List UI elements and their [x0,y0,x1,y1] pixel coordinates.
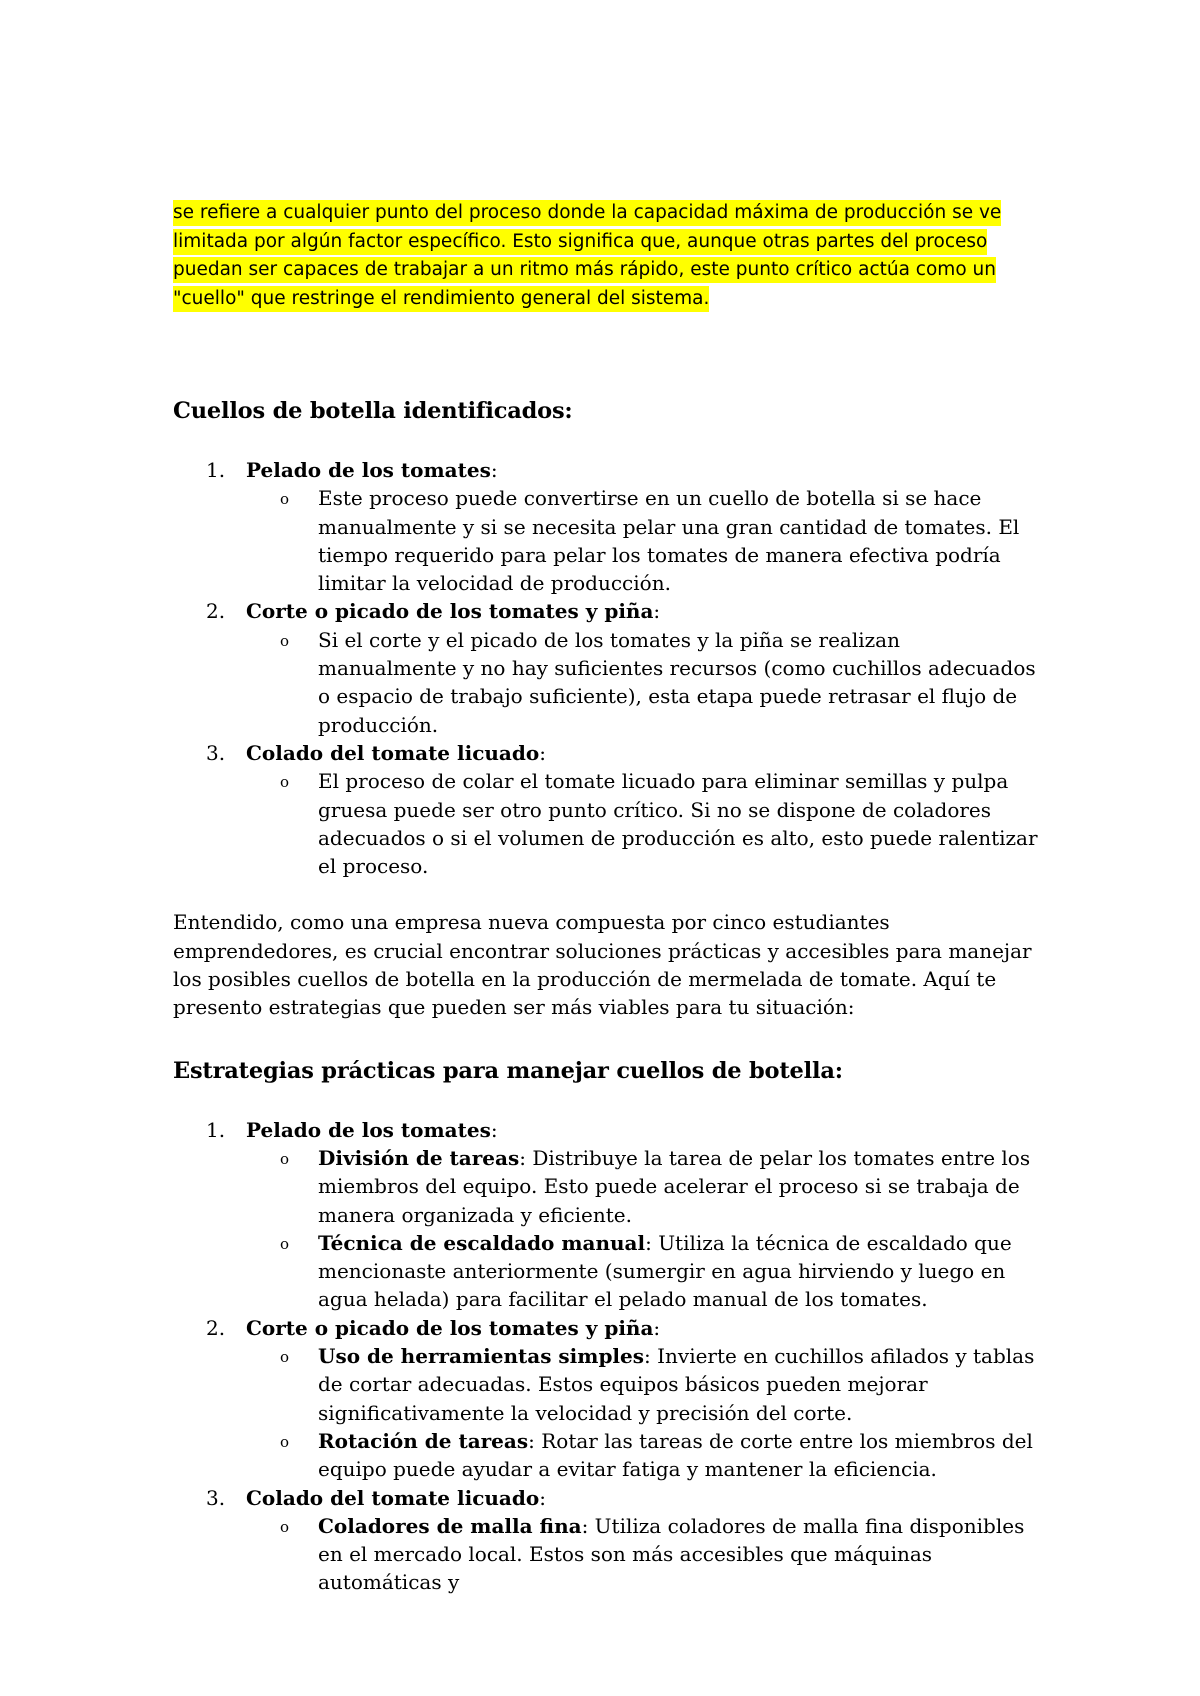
sub-list [246,1342,1043,1483]
list-item [173,1116,1043,1314]
sub-item-text: : Rotar las tareas de corte entre los miembros del equipo puede ayudar a evitar fatiga y mantener la eficiencia. [318,1428,1033,1482]
sub-list-item [280,1427,1043,1484]
sub-list-item [280,1512,1043,1597]
item-colon: : [539,740,546,765]
bullet-icon: o [280,773,290,792]
item-number: 3. [206,1485,226,1510]
bottleneck-list [173,456,1043,880]
item-colon: : [653,599,661,624]
item-title: Colado del tomate licuado [246,1485,540,1510]
bullet-icon: o [280,1149,290,1168]
bullet-icon: o [280,1517,290,1536]
item-title: Corte o picado de los tomates y piña [246,1315,654,1340]
document-body [173,396,1043,1597]
sub-item-text: : Invierte en cuchillos afilados y tablas de cortar adecuadas. Estos equipos básicos pueden mejorar significativamente la velocidad y precisión del corte. [318,1344,1035,1425]
sub-item-text: El proceso de colar el tomate licuado para eliminar semillas y pulpa gruesa puede ser otro punto crítico. Si no se dispone de coladores adecuados o si el volumen de producción es alto, esto puede ralentizar el proceso. [318,769,1038,879]
bullet-icon: o [280,1348,290,1367]
item-title: Pelado de los tomates [246,458,491,482]
sub-item-bold: División de tareas [318,1145,520,1170]
sub-item-bold: Uso de herramientas simples [318,1344,645,1369]
sub-list-item [280,626,1043,739]
sub-list-item [280,1229,1043,1314]
item-title: Pelado de los tomates [246,1117,491,1142]
bullet-icon: o [280,1432,290,1451]
item-number: 1. [206,1117,226,1142]
sub-item-text: : Utiliza coladores de malla fina disponibles en el mercado local. Estos son más accesibles que máquinas automáticas y [318,1513,1025,1595]
highlighted-intro [173,199,1013,313]
sub-item-text: : Distribuye la tarea de pelar los tomates entre los miembros del equipo. Esto puede acelerar el proceso si se trabaja de manera organizada y eficiente. [318,1145,1031,1227]
item-number: 2. [206,1315,226,1340]
item-colon: : [490,1117,498,1142]
sub-list [246,626,1043,739]
sub-item-bold: Rotación de tareas [318,1428,529,1453]
list-item [173,456,1043,597]
sub-list-item [280,767,1043,880]
sub-item-text: Si el corte y el picado de los tomates y la piña se realizan manualmente y no hay suficientes recursos (como cuchillos adecuados o espacio de trabajo suficiente), esta etapa puede retrasar el flujo de producción. [318,627,1036,737]
body-paragraph: Entendido, como una empresa nueva compuesta por cinco estudiantes emprendedores, es crucial encontrar soluciones prácticas y accesibles para manejar los posibles cuellos de botella en la producción de mermelada de tomate. Aquí te presento estrategias que pueden ser más viables para tu situación: [173,910,1032,1020]
item-number: 3. [206,740,226,765]
item-title: Colado del tomate licuado [246,740,540,765]
sub-item-text: : Utiliza la técnica de escaldado que mencionaste anteriormente (sumergir en agua hirviendo y luego en agua helada) para facilitar el pelado manual de los tomates. [318,1230,1012,1312]
sub-item-bold: Coladores de malla fina [318,1513,582,1538]
sub-list [246,767,1043,880]
sub-list [246,1512,1043,1597]
sub-item-text: Este proceso puede convertirse en un cuello de botella si se hace manualmente y si se necesita pelar una gran cantidad de tomates. El tiempo requerido para pelar los tomates de manera efectiva podría limitar la velocidad de producción. [318,486,1020,596]
list-item [173,1314,1043,1484]
sub-list-item [280,1342,1043,1427]
list-item [173,739,1043,880]
list-item [173,597,1043,738]
section-heading-bottlenecks: Cuellos de botella identificados: [173,398,573,424]
item-colon: : [653,1315,661,1340]
sub-list [246,484,1043,597]
bullet-icon: o [280,631,290,650]
item-colon: : [490,458,498,482]
strategy-list [173,1116,1043,1597]
sub-list-item [280,1144,1043,1229]
item-number: 2. [206,599,226,624]
sub-list [246,1144,1043,1314]
item-title: Corte o picado de los tomates y piña [246,599,654,624]
item-number: 1. [206,458,226,482]
sub-item-bold: Técnica de escaldado manual [318,1230,646,1255]
list-item [173,1484,1043,1597]
item-colon: : [539,1485,546,1510]
bullet-icon: o [280,490,290,509]
section-heading-strategies: Estrategias prácticas para manejar cuellos de botella: [173,1057,843,1084]
bullet-icon: o [280,1234,290,1253]
sub-list-item [280,484,1043,597]
intro-text: se refiere a cualquier punto del proceso donde la capacidad máxima de producción se ve limitada por algún factor específico. Esto significa que, aunque otras partes del proceso puedan ser capaces de trabajar a un ritmo más rápido, este punto crítico actúa como un "cuello" que restringe el rendimiento general del sistema. [173,200,1001,312]
